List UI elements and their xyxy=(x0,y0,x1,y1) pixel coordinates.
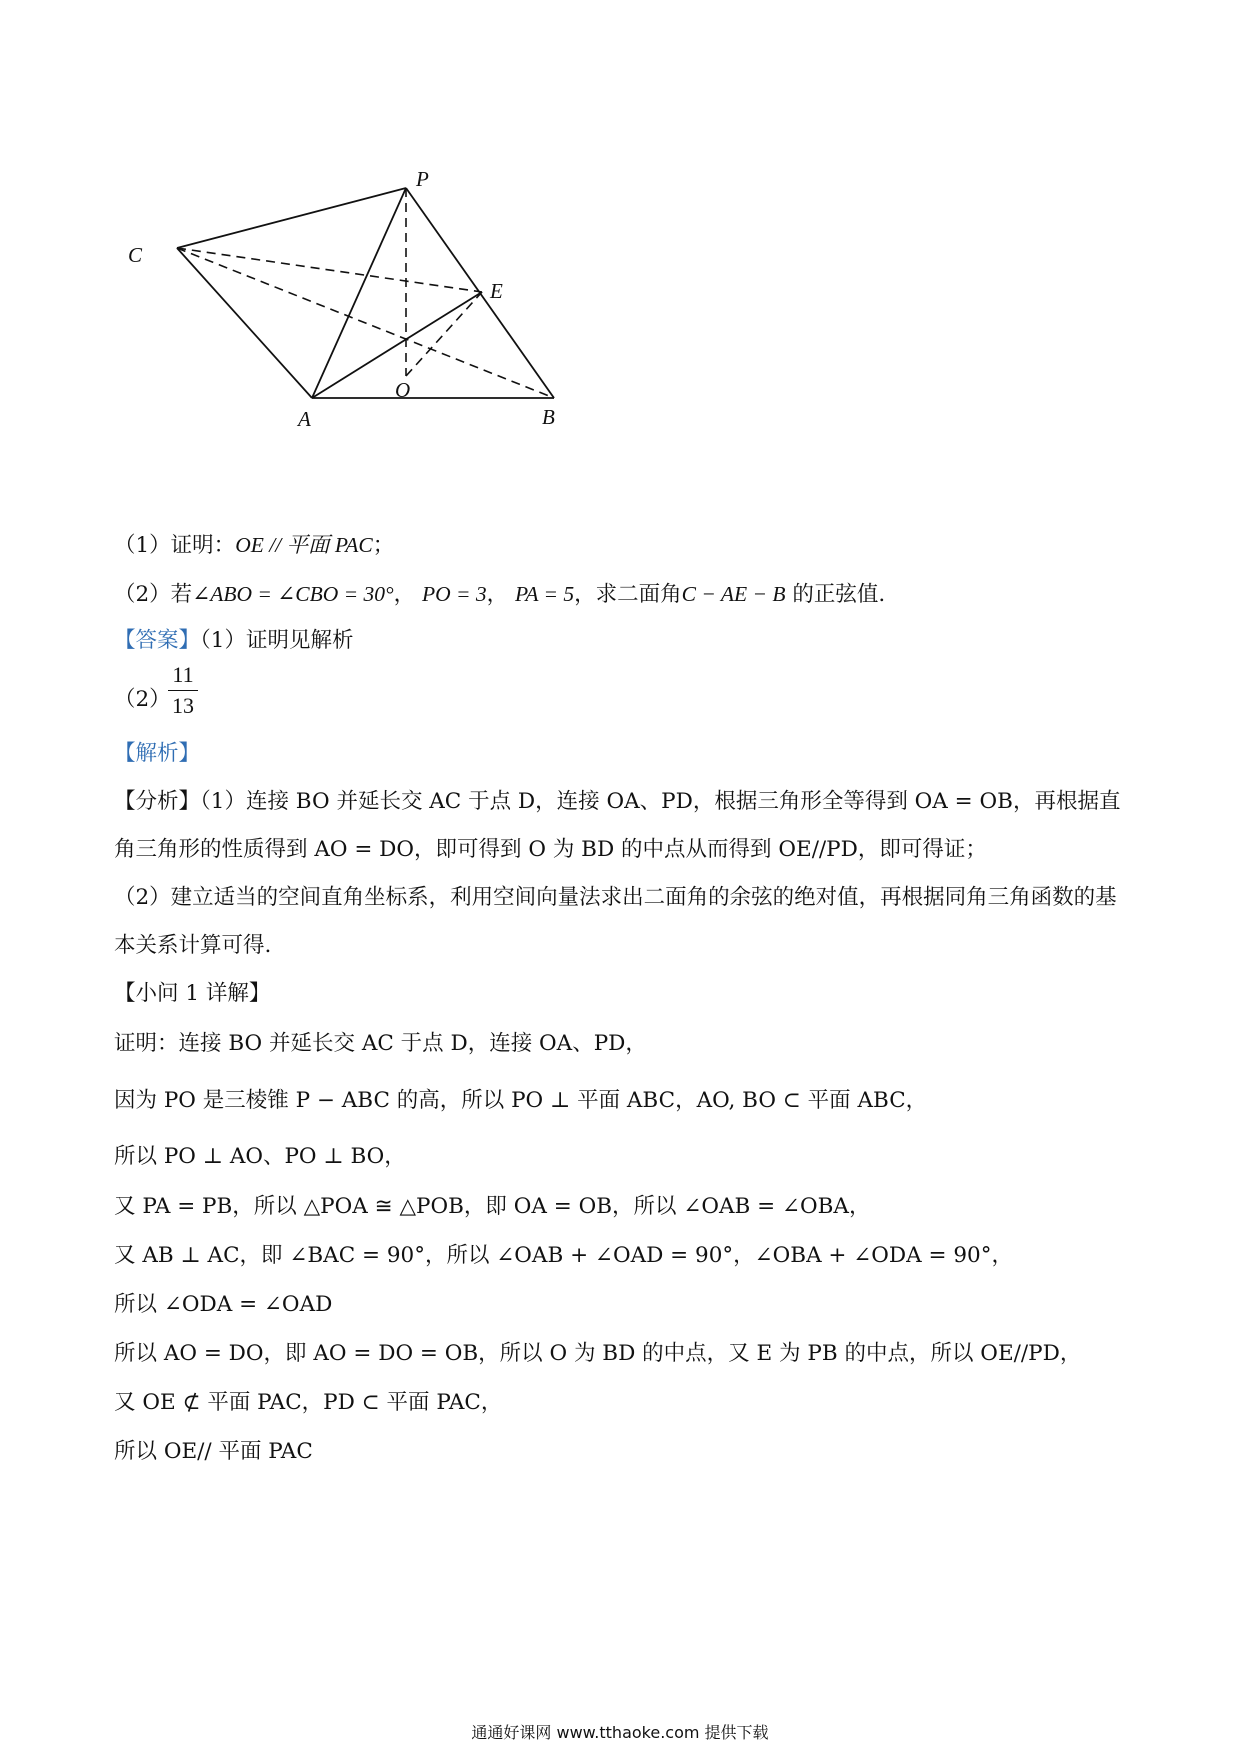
label-A: A xyxy=(298,407,311,431)
analysis-line-2: 角三角形的性质得到 AO = DO，即可得到 O 为 BD 的中点从而得到 OE//PD，即可得证； xyxy=(114,837,987,862)
dash-CE xyxy=(177,248,482,292)
analysis-heading: 【解析】 xyxy=(114,741,201,766)
sub1-line-5: 又 AB ⊥ AC，即 ∠BAC = 90°，所以 ∠OAB + ∠OAD = 90°，∠OBA + ∠ODA = 90°， xyxy=(114,1243,1013,1268)
pyramid-diagram xyxy=(128,167,650,480)
pyramid-figure xyxy=(128,167,650,480)
sub1-line-4: 又 PA = PB，所以 △POA ≅ △POB，即 OA = OB，所以 ∠OAB = ∠OBA， xyxy=(114,1194,871,1219)
question-1-math: OE // 平面 PAC xyxy=(235,533,373,557)
answer-part2-prefix: （2） xyxy=(114,687,171,712)
answer-line xyxy=(114,627,353,655)
sub1-line-3: 所以 PO ⊥ AO、PO ⊥ BO， xyxy=(114,1144,406,1169)
sub1-line-9: 所以 OE// 平面 PAC xyxy=(114,1439,313,1464)
label-E: E xyxy=(490,279,503,303)
question-1: （1）证明：OE // 平面 PAC； xyxy=(114,533,395,558)
answer-label: 【答案】 xyxy=(114,628,201,653)
answer-part1: （1）证明见解析 xyxy=(200,628,354,653)
analysis-label: 【分析】 xyxy=(114,789,201,814)
analysis-line-4: 本关系计算可得. xyxy=(114,933,272,958)
dash-CB xyxy=(177,248,554,398)
analysis-line-3: （2）建立适当的空间直角坐标系，利用空间向量法求出二面角的余弦的绝对值，再根据同角三角函数的基 xyxy=(114,885,1117,910)
dash-OE xyxy=(406,292,482,376)
sub1-line-2: 因为 PO 是三棱锥 P − ABC 的高，所以 PO ⊥ 平面 ABC，AO, BO ⊂ 平面 ABC， xyxy=(114,1088,928,1113)
label-P: P xyxy=(416,167,429,191)
label-O: O xyxy=(395,378,411,402)
edge-PA xyxy=(312,188,406,398)
fraction-bar xyxy=(168,690,198,691)
page-footer: 通通好课网 www.tthaoke.com 提供下载 xyxy=(471,1723,769,1742)
label-C: C xyxy=(128,243,143,267)
sub1-line-7: 所以 AO = DO，即 AO = DO = OB，所以 O 为 BD 的中点，又 E 为 PB 的中点，所以 OE//PD， xyxy=(114,1341,1082,1366)
fraction-denominator: 13 xyxy=(172,693,194,718)
sub1-line-8: 又 OE ⊄ 平面 PAC，PD ⊂ 平面 PAC， xyxy=(114,1390,503,1415)
edge-CP xyxy=(177,188,406,248)
fraction-numerator: 11 xyxy=(172,662,194,687)
sub1-line-6: 所以 ∠ODA = ∠OAD xyxy=(114,1292,333,1317)
label-B: B xyxy=(542,405,555,429)
sub1-line-1: 证明：连接 BO 并延长交 AC 于点 D，连接 OA、PD， xyxy=(114,1031,647,1056)
sub1-title: 【小问 1 详解】 xyxy=(114,981,271,1006)
answer-fraction xyxy=(168,662,198,719)
question-2: （2）若∠ABO = ∠CBO = 30°， PO = 3， PA = 5，求二面角C − AE − B 的正弦值. xyxy=(114,582,886,607)
analysis-line-1: 【分析】（1）连接 BO 并延长交 AC 于点 D，连接 OA、PD，根据三角形全等得到 OA = OB，再根据直 xyxy=(114,789,1121,814)
edge-CA xyxy=(177,248,312,398)
